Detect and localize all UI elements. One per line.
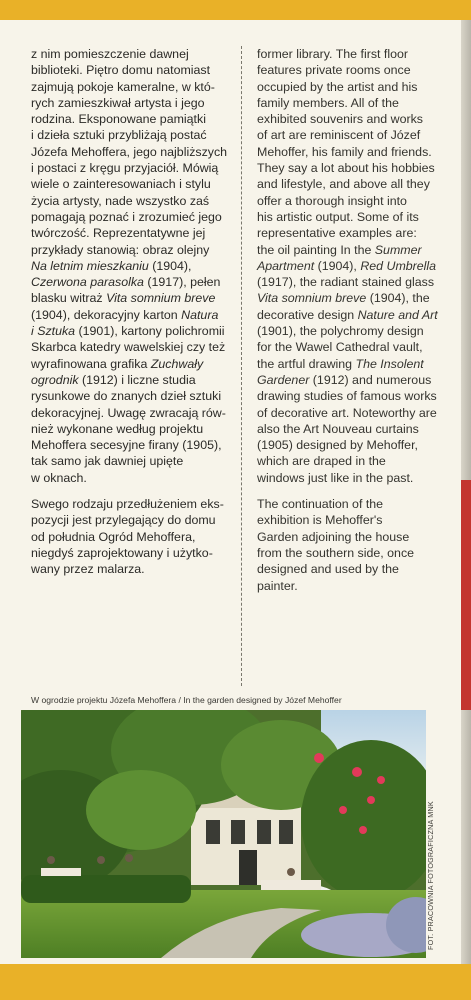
italic-title: Czerwona parasolka — [31, 275, 144, 290]
italic-title: Zuchwały — [150, 356, 204, 371]
garden-photo-image — [21, 710, 426, 958]
italic-title: i Sztuka — [31, 324, 76, 339]
bottom-yellow-strip — [0, 964, 471, 1000]
polish-paragraph-2: Swego rodzaju przedłużeniem eks- pozycji jest przylegający do domu od południa Ogród Mehoffera, niegdyś zaprojektowany i użytko- wany przez malarza. — [31, 497, 224, 577]
italic-title: The Insolent — [355, 356, 424, 371]
italic-title: Nature and Art — [357, 307, 438, 322]
photo-credit: FOT. PRACOWNIA FOTOGRAFICZNA MNK — [426, 801, 435, 950]
italic-title: Apartment — [257, 258, 315, 273]
polish-column — [31, 46, 231, 578]
italic-title: Red Umbrella — [360, 258, 437, 273]
brochure-page — [0, 20, 461, 964]
italic-title: Na letnim mieszkaniu — [31, 258, 149, 273]
italic-title: Summer — [374, 242, 422, 257]
italic-title: Vita somnium breve — [257, 291, 367, 306]
next-page-edge-red — [461, 480, 471, 710]
top-yellow-strip — [0, 0, 471, 20]
english-column — [257, 46, 457, 594]
italic-title: ogrodnik — [31, 372, 79, 387]
italic-title: Vita somnium breve — [106, 291, 216, 306]
photo-caption: W ogrodzie projektu Józefa Mehoffera / In the garden designed by Józef Mehoffer — [31, 695, 342, 705]
garden-photo — [21, 710, 426, 958]
polish-paragraph-1: z nim pomieszczenie dawnej biblioteki. Piętro domu natomiast zajmują pokoje kameralne, w któ- rych zamieszkiwał artysta i jego rodzina. Eksponowane pamiątki i dzieła sztuki przybliżają postać Józefa Mehoffera, jego najbliższych i postaci z kręgu przyjaciół. Mówią wiele o zainteresowaniach i stylu życia artysty, nade wszystko zaś pomagają poznać i zrozumieć jego twórczość. Reprezentatywne jej przykłady stanowią: obraz olejny Na letnim mieszkaniu (1904), Czerwona parasolka (1917), pełen blasku witraż Vita somnium breve (1904), dekoracyjny karton Natura i Sztuka (1901), kartony polichromii Skarbca katedry wawelskiej czy też wyrafinowana grafika Zuchwały ogrodnik (1912) i liczne studia rysunkowe do znanych dzieł sztuki dekoracyjnej. Uwagę zwracają rów- nież wykonane według projektu Mehoffera secesyjne firany (1905), tak samo jak dawniej upięte w oknach. — [31, 47, 228, 485]
italic-title: Natura — [181, 307, 219, 322]
italic-title: Gardener — [257, 372, 310, 387]
english-paragraph-2: The continuation of the exhibition is Mehoffer's Garden adjoining the house from the southern side, once designed and used by the painter. — [257, 497, 415, 593]
column-divider — [241, 46, 242, 686]
english-paragraph-1: former library. The first floor features private rooms once occupied by the artist and his family members. All of the exhibited souvenirs and works of art are reminiscent of Józef Mehoffer, his family and friends. They say a lot about his hobbies and lifestyle, and above all they offer a thorough insight into his artistic output. Some of its representative examples are: the oil painting In the Summer Apartment (1904), Red Umbrella (1917), the radiant stained glass Vita somnium breve (1904), the decorative design Nature and Art (1901), the polychromy design for the Wawel Cathedral vault, the artful drawing The Insolent Gardener (1912) and numerous drawing studies of famous works of decorative art. Noteworthy are also the Art Nouveau curtains (1905) designed by Mehoffer, which are draped in the windows just like in the past. — [257, 47, 438, 485]
